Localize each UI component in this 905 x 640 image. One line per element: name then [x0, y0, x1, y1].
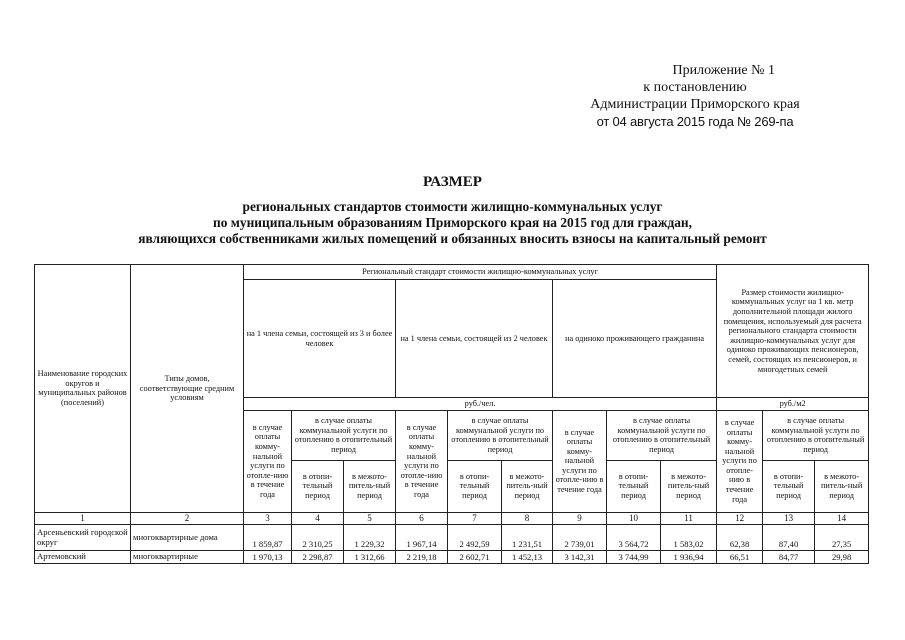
- house-type: многоквартирные дома: [131, 525, 244, 551]
- value-cell: 62,38: [717, 525, 763, 551]
- unit-per-person: руб./чел.: [244, 398, 717, 411]
- column-index-row: [35, 512, 869, 525]
- value-cell: 29,98: [815, 551, 869, 564]
- header-between-period-2: в межото-питель-ный период: [502, 460, 553, 512]
- column-index: 12: [717, 512, 763, 525]
- header-heating-period-1: в случае оплаты коммунальной услуги по отоплению в отопительный период: [607, 410, 717, 460]
- subheader-family-2: на 1 члена семьи, состоящей из 2 человек: [396, 280, 553, 398]
- column-index: 4: [292, 512, 344, 525]
- appendix-authority: Администрации Приморского края: [590, 97, 800, 112]
- column-index: 1: [35, 512, 131, 525]
- value-cell: 3 564,72: [607, 525, 661, 551]
- header-between-period-m2: в межото-питель-ный период: [815, 460, 869, 512]
- doc-title: РАЗМЕР: [423, 174, 482, 190]
- doc-subtitle: [0, 199, 905, 247]
- column-index: 5: [344, 512, 396, 525]
- header-in-period-2: в отопи-тельный период: [448, 460, 502, 512]
- header-heating-year-2: в случае оплаты комму-нальной услуги по отопле-нию в течение года: [396, 410, 448, 512]
- appendix-block: [590, 62, 800, 130]
- table-row: [35, 551, 869, 564]
- municipality-name: Артемовский: [35, 551, 131, 564]
- value-cell: 87,40: [763, 525, 815, 551]
- subtitle-line-1: региональных стандартов стоимости жилищно-коммунальных услуг: [242, 199, 663, 214]
- col-header-municipality: Наименование городских округов и муниципальных районов (поселений): [35, 265, 131, 513]
- group-header-standard: Региональный стандарт стоимости жилищно-коммунальных услуг: [244, 265, 717, 280]
- value-cell: 84,77: [763, 551, 815, 564]
- subheader-family-3: на 1 члена семьи, состоящей из 3 и более человек: [244, 280, 396, 398]
- group-header-extra-area: Размер стоимости жилищно-коммунальных услуг на 1 кв. метр дополнительной площади жилого помещения, используемый для расчета регионального стандарта стоимости жилищно-коммунальных услуг для одиноко проживающих пенсионеров, семей, состоящих из пенсионеров, и многодетных семей: [717, 265, 869, 398]
- subheader-single: на одиноко проживающего гражданина: [553, 280, 717, 398]
- value-cell: 1 452,13: [502, 551, 553, 564]
- column-index: 3: [244, 512, 292, 525]
- unit-per-m2: руб./м2: [717, 398, 869, 411]
- header-heating-year-m2: в случае оплаты комму-нальной услуги по отопле-нию в течение года: [717, 410, 763, 512]
- column-index: 2: [131, 512, 244, 525]
- value-cell: 3 142,31: [553, 551, 607, 564]
- table-row: [35, 525, 869, 551]
- header-heating-period-3: в случае оплаты коммунальной услуги по отоплению в отопительный период: [292, 410, 396, 460]
- column-index: 14: [815, 512, 869, 525]
- col-header-house-type: Типы домов, соответствующие средним условиям: [131, 265, 244, 513]
- column-index: 9: [553, 512, 607, 525]
- value-cell: 2 219,18: [396, 551, 448, 564]
- house-type: многоквартирные: [131, 551, 244, 564]
- value-cell: 2 310,25: [292, 525, 344, 551]
- header-heating-year-3: в случае оплаты комму-нальной услуги по отопле-нию в течение года: [244, 410, 292, 512]
- column-index: 6: [396, 512, 448, 525]
- value-cell: 2 298,87: [292, 551, 344, 564]
- column-index: 7: [448, 512, 502, 525]
- standards-table: [34, 264, 869, 564]
- value-cell: 27,35: [815, 525, 869, 551]
- header-in-period-m2: в отопи-тельный период: [763, 460, 815, 512]
- value-cell: 3 744,99: [607, 551, 661, 564]
- header-between-period-3: в межото-питель-ный период: [344, 460, 396, 512]
- value-cell: 2 739,01: [553, 525, 607, 551]
- header-heating-year-1: в случае оплаты комму-нальной услуги по отопле-нию в течение года: [553, 410, 607, 512]
- appendix-ref: к постановлению: [643, 80, 747, 95]
- value-cell: 1 936,94: [661, 551, 717, 564]
- header-in-period-1: в отопи-тельный период: [607, 460, 661, 512]
- value-cell: 2 602,71: [448, 551, 502, 564]
- municipality-name: Арсеньевский городской округ: [35, 525, 131, 551]
- value-cell: 1 967,14: [396, 525, 448, 551]
- subtitle-line-2: по муниципальным образованиям Приморского края на 2015 год для граждан,: [213, 215, 692, 230]
- value-cell: 1 859,87: [244, 525, 292, 551]
- value-cell: 2 492,59: [448, 525, 502, 551]
- column-index: 10: [607, 512, 661, 525]
- value-cell: 1 229,32: [344, 525, 396, 551]
- header-heating-period-m2: в случае оплаты коммунальной услуги по отоплению в отопительный период: [763, 410, 869, 460]
- value-cell: 1 312,66: [344, 551, 396, 564]
- value-cell: 1 231,51: [502, 525, 553, 551]
- column-index: 8: [502, 512, 553, 525]
- value-cell: 1 970,13: [244, 551, 292, 564]
- value-cell: 1 583,02: [661, 525, 717, 551]
- header-between-period-1: в межото-питель-ный период: [661, 460, 717, 512]
- header-in-period-3: в отопи-тельный период: [292, 460, 344, 512]
- value-cell: 66,51: [717, 551, 763, 564]
- column-index: 11: [661, 512, 717, 525]
- appendix-number: Приложение № 1: [672, 63, 775, 78]
- column-index: 13: [763, 512, 815, 525]
- header-heating-period-2: в случае оплаты коммунальной услуги по отоплению в отопительный период: [448, 410, 553, 460]
- appendix-date: от 04 августа 2015 года № 269-па: [596, 114, 794, 129]
- subtitle-line-3: являющихся собственниками жилых помещений и обязанных вносить взносы на капитальный ремонт: [138, 231, 767, 246]
